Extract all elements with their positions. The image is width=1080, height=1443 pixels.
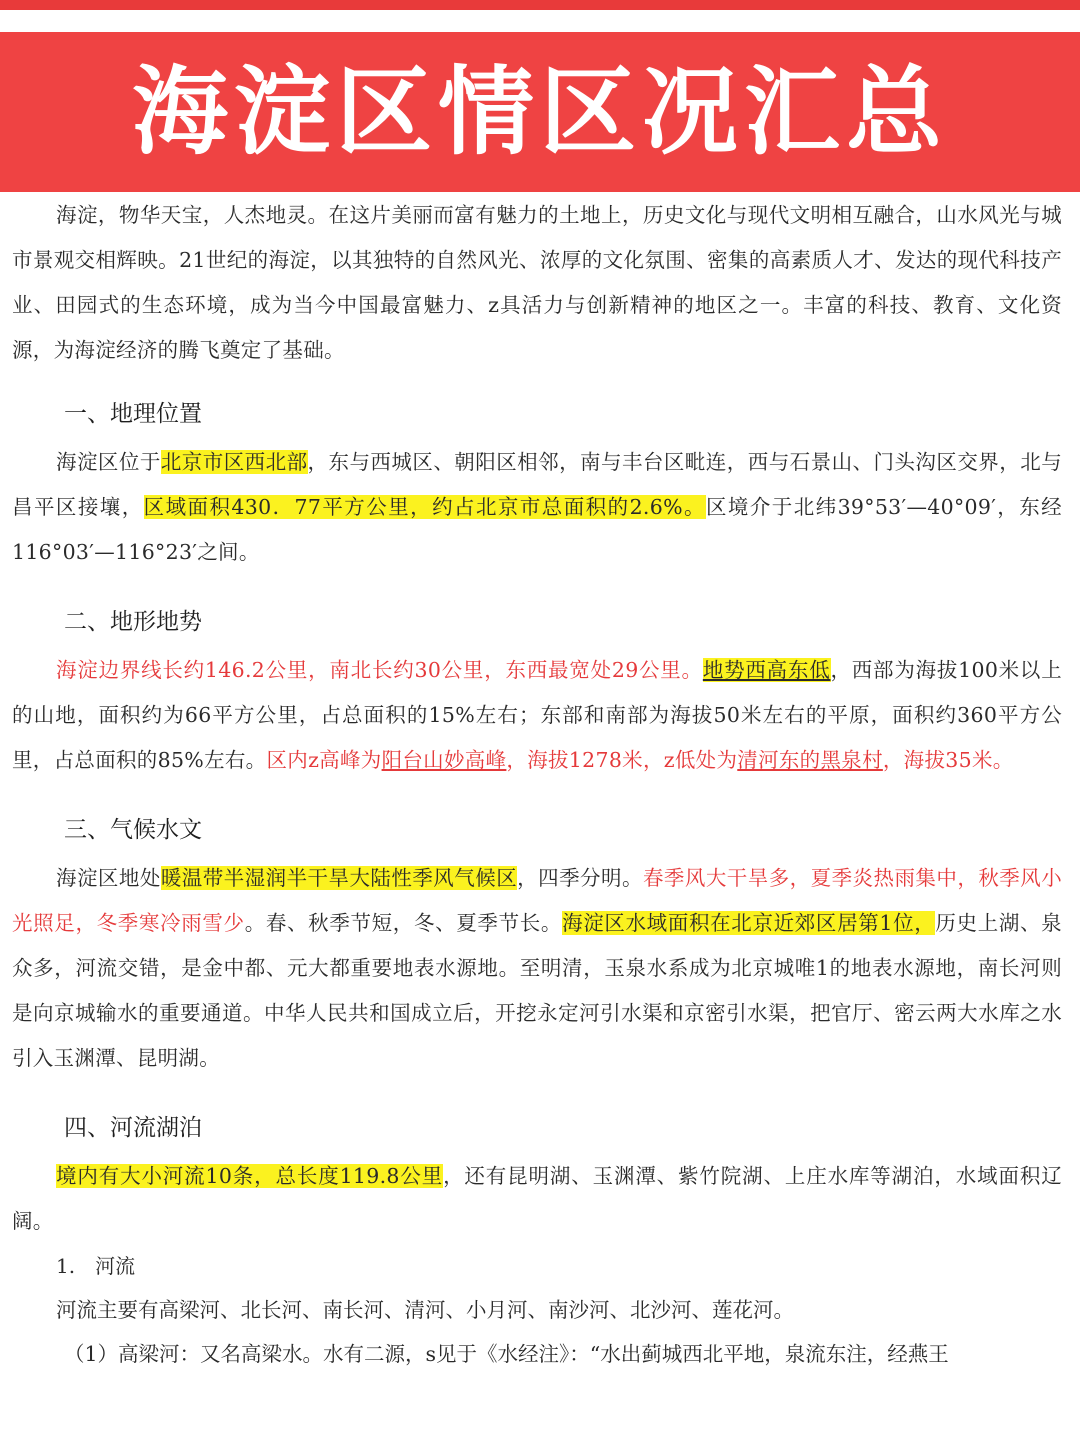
title-banner [0, 32, 1080, 192]
terrain-paragraph: 海淀边界线长约146.2公里，南北长约30公里，东西最宽处29公里。地势西高东低，西部为海拔100米以上的山地，面积约为66平方公里，占总面积的15%左右；东部和南部为海拔50米左右的平原，面积约360平方公里，占总面积的85%左右。区内z高峰为阳台山妙高峰，海拔1278米，z低处为清河东的黑泉村，海拔35米。 [12, 658, 1062, 772]
lowest-point-name: 清河东的黑泉村 [737, 748, 883, 772]
climate-paragraph: 海淀区地处暖温带半湿润半干旱大陆性季风气候区，四季分明。春季风大干旱多，夏季炎热雨集中，秋季风小光照足，冬季寒冷雨雪少。春、秋季节短，冬、夏季节长。海淀区水域面积在北京近郊区居第1位，历史上湖、泉众多，河流交错，是金中都、元大都重要地表水源地。至明清，玉泉水系成为北京城唯1的地表水源地，南长河则是向京城输水的重要通道。中华人民共和国成立后，开挖永定河引水渠和京密引水渠，把官厅、密云两大水库之水引入玉渊潭、昆明湖。 [12, 866, 1062, 1070]
document-body [12, 193, 1062, 1376]
subheading-rivers: 1. 河流 [56, 1254, 136, 1278]
highlight-terrain: 地势西高东低 [702, 658, 831, 682]
section-heading-terrain: 二、地形地势 [64, 609, 202, 635]
location-paragraph: 海淀区位于北京市区西北部，东与西城区、朝阳区相邻，南与丰台区毗连，西与石景山、门头沟区交界，北与昌平区接壤，区域面积430．77平方公里，约占北京市总面积的2.6%。区境介于北纬39°53′—40°09′，东经116°03′—116°23′之间。 [12, 450, 1062, 564]
highlight-climate: 暖温带半湿润半干旱大陆性季风气候区 [160, 866, 518, 890]
top-stripe [0, 0, 1080, 10]
rivers-paragraph: 境内有大小河流10条，总长度119.8公里，还有昆明湖、玉渊潭、紫竹院湖、上庄水库等湖泊，水域面积辽阔。 [12, 1164, 1062, 1233]
page-title: 海淀区情区况汇总 [132, 56, 948, 168]
intro-paragraph: 海淀，物华天宝，人杰地灵。在这片美丽而富有魅力的土地上，历史文化与现代文明相互融合，山水风光与城市景观交相辉映。21世纪的海淀，以其独特的自然风光、浓厚的文化氛围、密集的高素质人才、发达的现代科技产业、田园式的生态环境，成为当今中国最富魅力、z具活力与创新精神的地区之一。丰富的科技、教育、文化资源，为海淀经济的腾飞奠定了基础。 [12, 203, 1062, 362]
highlight-area: 区域面积430．77平方公里，约占北京市总面积的2.6%。 [143, 495, 706, 519]
highlight-water-area: 海淀区水域面积在北京近郊区居第1位， [562, 911, 936, 935]
river-list: 河流主要有高梁河、北长河、南长河、清河、小月河、南沙河、北沙河、莲花河。 [56, 1298, 794, 1322]
section-heading-rivers: 四、河流湖泊 [64, 1115, 202, 1141]
peak-name: 阳台山妙高峰 [381, 748, 507, 772]
section-heading-location: 一、地理位置 [64, 401, 202, 427]
gaoliang-river-paragraph: （1）高梁河：又名高梁水。水有二源，s见于《水经注》：“水出蓟城西北平地，泉流东注，经燕王 [64, 1342, 949, 1366]
section-heading-climate: 三、气候水文 [64, 817, 202, 843]
highlight-rivers: 境内有大小河流10条，总长度119.8公里 [56, 1164, 444, 1188]
highlight-location: 北京市区西北部 [160, 450, 308, 474]
